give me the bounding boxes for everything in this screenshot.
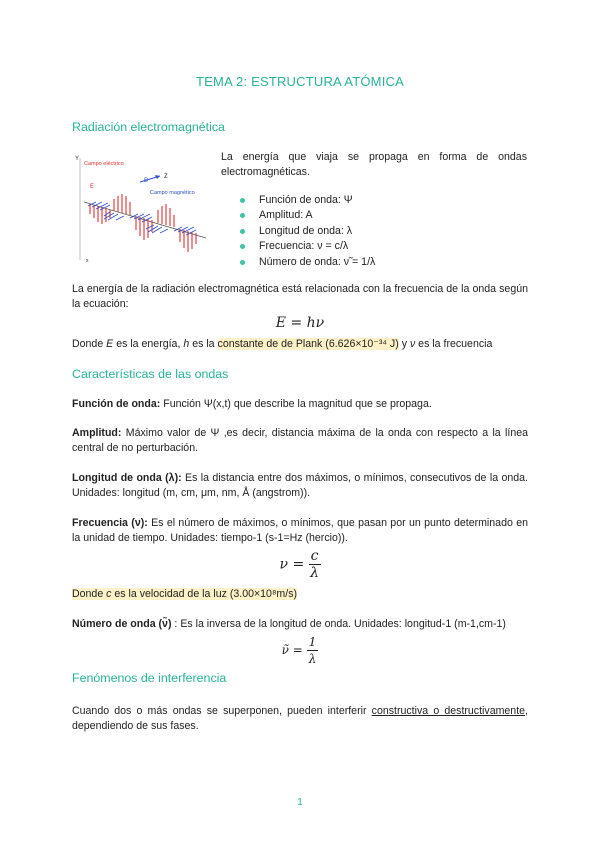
figure-b-label: B <box>144 178 149 184</box>
section-heading-radiacion: Radiación electromagnética <box>72 120 225 134</box>
wavenumber-fraction: $\frac{1}{\lambda}$ <box>308 635 317 666</box>
bullet-dot <box>240 244 245 249</box>
relation-paragraph: La energía de la radiación electromagnética está relacionada con la frecuencia de la onda según la ecuación: <box>72 283 528 310</box>
figure-e-label: E <box>90 184 95 190</box>
document-title: TEMA 2: ESTRUCTURA ATÓMICA <box>196 74 404 89</box>
interference-underlined-text: constructiva o destructivamente <box>371 705 526 717</box>
numero-paragraph: Número de onda (ν̃) : Es la inversa de la longitud de onda. Unidades: longitud-1 (m-1,cm-1) <box>72 618 506 630</box>
figure-z-label: Z <box>164 174 168 180</box>
figure-y-label: Y <box>75 156 80 162</box>
frequency-equation: ν = $\frac{c}{\lambda}$ <box>279 548 320 581</box>
wave-property-list <box>240 193 375 270</box>
bullet-dot <box>240 260 245 265</box>
frequency-fraction: $\frac{c}{\lambda}$ <box>310 548 320 581</box>
em-wave-figure <box>74 152 212 264</box>
planck-constant-highlight: constante de de Plank (6.626×10⁻³⁴ J) <box>217 338 399 350</box>
funcion-paragraph: Función de onda: Función Ψ(x,t) que describe la magnitud que se propaga. <box>72 398 432 410</box>
bullet-dot <box>240 229 245 234</box>
figure-magnetic-label: Campo magnético <box>150 190 195 196</box>
light-speed-line <box>72 587 528 602</box>
list-item: Función de onda: Ψ <box>240 193 375 208</box>
bullet-dot <box>240 213 245 218</box>
list-item: Amplitud: A <box>240 208 375 223</box>
light-speed-highlight: Donde c es la velocidad de la luz (3.00×10⁸m/s) <box>72 588 298 600</box>
list-item: Frecuencia: ν = c/λ <box>240 239 375 254</box>
figure-x-label: x <box>86 258 89 264</box>
amplitud-paragraph: Amplitud: Máximo valor de Ψ ,es decir, distancia máxima de la onda con respecto a la línea central de no perturbación. <box>72 427 528 454</box>
interferencia-paragraph: Cuando dos o más ondas se superponen, pueden interferir constructiva o destructivamente, dependiendo de sus fases. <box>72 705 528 732</box>
list-item: Número de onda: ν̃ = 1/λ <box>240 255 375 270</box>
section-heading-interferencia: Fenómenos de interferencia <box>72 671 227 685</box>
page-number: 1 <box>297 797 303 808</box>
intro-text: La energía que viaja se propaga en forma de ondas electromagnéticas. <box>221 151 527 178</box>
wavenumber-equation: ν̃ = $\frac{1}{\lambda}$ <box>281 635 317 666</box>
figure-electric-label: Campo eléctrico <box>84 161 124 167</box>
em-wave-diagram <box>74 152 212 264</box>
longitud-paragraph: Longitud de onda (λ): Es la distancia entre dos máximos, o mínimos, consecutivos de la onda. Unidades: longitud (m, cm, μm, nm, Å (angstrom)). <box>72 472 528 499</box>
section-heading-caracteristicas: Características de las ondas <box>72 367 229 381</box>
frecuencia-paragraph: Frecuencia (ν): Es el número de máximos, o mínimos, que pasan por un punto determinado en la unidad de tiempo. Unidades: tiempo-1 (s-1=Hz (hercio)). <box>72 517 528 544</box>
energy-where-line: Donde E es la energía, h es la constante de de Plank (6.626×10⁻³⁴ J) y ν es la frecuencia <box>72 338 493 350</box>
list-item: Longitud de onda: λ <box>240 224 375 239</box>
bullet-dot <box>240 198 245 203</box>
energy-equation: E = hν <box>275 315 325 331</box>
